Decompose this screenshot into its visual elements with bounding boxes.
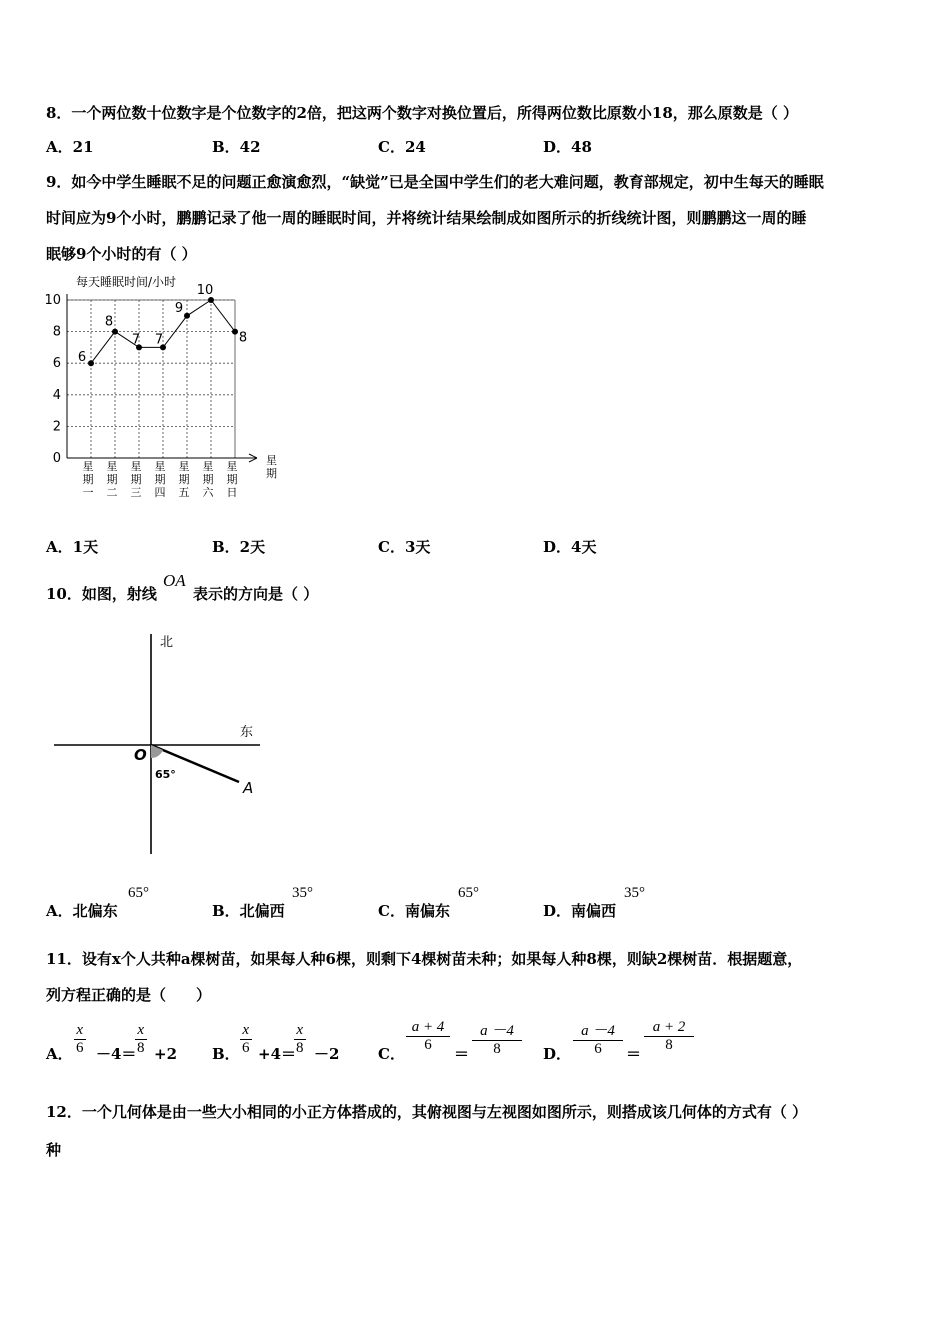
q11-option-a-label: A． [46, 1045, 73, 1063]
chart-xtick-label: 星期二 [106, 460, 118, 499]
chart-xtick-label: 星期三 [130, 460, 142, 499]
chart-xtick-label: 星期一 [82, 460, 94, 499]
q11-d-frac2-num: a + 2 [652, 1019, 686, 1035]
q11-a-frac1-den: 6 [76, 1040, 84, 1056]
q8-option-a: A．21 [46, 138, 94, 156]
chart-title: 每天睡眠时间/小时 [76, 275, 177, 289]
q11-stem-line2: 列方程正确的是（ ） [46, 986, 212, 1004]
q10-option-c-deg: 65° [458, 885, 479, 901]
chart-data-label: 8 [238, 330, 248, 346]
label-origin: O [134, 746, 147, 764]
q11-c-mid: ＝ [454, 1045, 470, 1063]
q11-a-frac1-num: x [76, 1022, 84, 1038]
q11-d-frac1-den: 6 [573, 1040, 623, 1058]
chart-ytick-label: 10 [44, 293, 61, 308]
chart-data-label: 10 [196, 283, 214, 298]
label-north: 北 [160, 635, 174, 650]
chart-xlabel: 星期 [266, 454, 277, 480]
q11-a-frac2-den: 8 [137, 1040, 145, 1056]
q11-b-frac2 [294, 1022, 306, 1057]
q11-d-frac2-den: 8 [644, 1036, 694, 1054]
chart-xtick-label: 星期日 [226, 460, 238, 499]
q11-c-frac2-num: a －4 [480, 1023, 514, 1039]
chart-ytick-label: 0 [52, 451, 61, 466]
q11-a-frac2-num: x [137, 1022, 145, 1038]
q11-a-mid: －4＝ [96, 1045, 137, 1063]
q8-stem: 8．一个两位数十位数字是个位数字的2倍，把这两个数字对换位置后，所得两位数比原数小18，那么原数是（ ） [46, 104, 798, 122]
q9-option-a: A．1天 [46, 538, 99, 556]
chart-axes [67, 294, 257, 462]
q11-option-b-label: B． [212, 1045, 240, 1063]
q11-a-frac1 [74, 1022, 86, 1057]
chart-grid [67, 300, 235, 458]
chart-point [88, 360, 94, 366]
chart-ytick-label: 8 [52, 324, 61, 340]
q10-option-a: A．北偏东 [46, 902, 118, 920]
label-a: A [243, 779, 254, 797]
q11-a-end: +2 [154, 1045, 178, 1063]
chart-yticks [44, 293, 61, 466]
q9-option-d: D．4天 [543, 538, 597, 556]
chart-point [184, 313, 190, 319]
q8-option-d: D．48 [543, 138, 592, 156]
chart-ytick-label: 2 [52, 419, 61, 435]
q10-option-d: D．南偏西 [543, 902, 617, 920]
q9-option-c: C．3天 [378, 538, 431, 556]
q11-b-frac1-num: x [242, 1022, 250, 1038]
q11-b-frac1 [240, 1022, 252, 1057]
q10-stem-prefix: 10．如图，射线 [46, 585, 157, 603]
q11-c-frac1 [406, 1019, 450, 1054]
q10-option-b: B．北偏西 [212, 902, 285, 920]
chart-data-label: 7 [131, 332, 141, 348]
q10-option-a-deg: 65° [128, 885, 149, 901]
chart-xtick-label: 星期五 [178, 460, 190, 499]
label-angle: 65° [155, 768, 176, 781]
q11-c-frac2-den: 8 [472, 1040, 522, 1058]
q11-c-frac1-den: 6 [406, 1036, 450, 1054]
chart-point [232, 329, 238, 335]
chart-xticks [83, 460, 238, 499]
q10-option-d-deg: 35° [624, 885, 645, 901]
q12-stem-line1: 12．一个几何体是由一些大小相同的小正方体搭成的，其俯视图与左视图如图所示，则搭成该几何体的方式有（ ） [46, 1103, 808, 1121]
q11-b-frac2-num: x [296, 1022, 304, 1038]
q11-b-frac1-den: 6 [242, 1040, 250, 1056]
sleep-line-chart [40, 272, 290, 512]
q9-stem-line3: 眠够9个小时的有（ ） [46, 245, 197, 263]
q11-c-frac2 [472, 1019, 522, 1058]
q11-b-mid: +4＝ [258, 1045, 297, 1063]
chart-xtick-label: 星期四 [154, 460, 166, 499]
q11-d-mid: ＝ [626, 1045, 642, 1063]
chart-data-label: 8 [104, 314, 114, 330]
q9-stem-line1: 9．如今中学生睡眠不足的问题正愈演愈烈，“缺觉”已是全国中学生们的老大难问题，教育部规定，初中生每天的睡眠 [46, 173, 824, 191]
direction-figure [50, 628, 270, 858]
q11-a-frac2 [135, 1022, 147, 1057]
chart-series [78, 283, 247, 366]
chart-data-label: 7 [154, 332, 164, 348]
chart-data-label: 9 [174, 300, 184, 316]
q11-b-frac2-den: 8 [296, 1040, 304, 1056]
label-east: 东 [240, 725, 254, 740]
q11-option-d-label: D． [543, 1045, 572, 1063]
chart-data-label: 6 [77, 350, 87, 366]
q10-option-c: C．南偏东 [378, 902, 450, 920]
q10-stem-suffix: 表示的方向是（ ） [193, 585, 319, 603]
q10-ray-name: OA [163, 571, 186, 590]
q11-b-end: －2 [314, 1045, 340, 1063]
q11-option-c-label: C． [378, 1045, 405, 1063]
q9-option-b: B．2天 [212, 538, 266, 556]
q11-d-frac1-num: a －4 [581, 1023, 615, 1039]
q11-stem-line1: 11．设有x个人共种a棵树苗，如果每人种6棵，则剩下4棵树苗未种；如果每人种8棵，则缺2棵树苗．根据题意， [46, 950, 803, 968]
chart-xtick-label: 星期六 [202, 460, 214, 499]
q9-stem-line2: 时间应为9个小时，鹏鹏记录了他一周的睡眠时间，并将统计结果绘制成如图所示的折线统计图，则鹏鹏这一周的睡 [46, 209, 807, 227]
q11-c-frac1-num: a + 4 [411, 1019, 445, 1035]
chart-ytick-label: 6 [52, 356, 61, 372]
q10-option-b-deg: 35° [292, 885, 313, 901]
q11-d-frac1 [573, 1019, 623, 1058]
q11-d-frac2 [644, 1019, 694, 1054]
q8-option-b: B．42 [212, 138, 261, 156]
chart-ytick-label: 4 [52, 387, 61, 403]
q8-option-c: C．24 [378, 138, 426, 156]
q12-stem-line2: 种 [46, 1141, 62, 1159]
